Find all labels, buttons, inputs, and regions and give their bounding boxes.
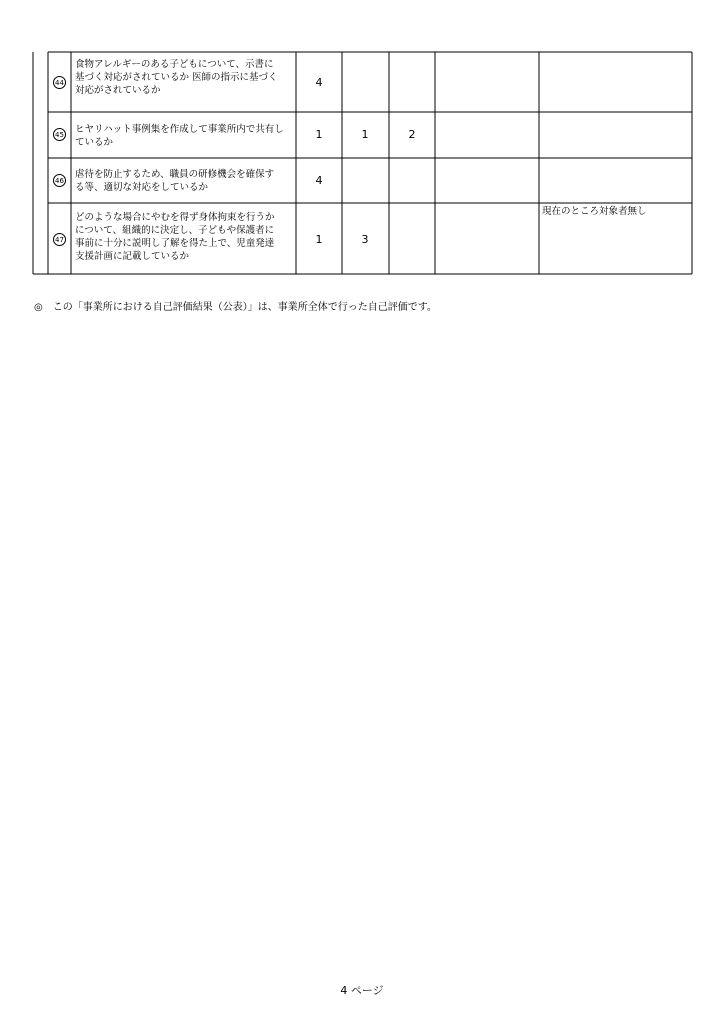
- question-line: ヒヤリハット事例集を作成して事業所内で共有し: [75, 124, 284, 135]
- question-line: について、組織的に決定し、子どもや保護者に: [75, 225, 275, 236]
- question-line: 食物アレルギーのある子どもについて、示書に: [75, 59, 274, 70]
- count-col2: 1: [361, 128, 369, 141]
- item-number-badge: 45: [53, 128, 66, 141]
- count-col1: 1: [315, 233, 323, 246]
- question-text: [75, 123, 295, 149]
- question-line: 支援計画に記載しているか: [75, 251, 190, 262]
- question-text: [75, 58, 295, 97]
- question-line: 虐待を防止するため、職員の研修機会を確保す: [75, 169, 275, 180]
- disclosure-note: ◎ この「事業所における自己評価結果（公表）」は、事業所全体で行った自己評価です。: [34, 302, 437, 313]
- question-line: 基づく対応がされているか 医師の指示に基づく: [75, 72, 278, 83]
- question-line: 対応がされているか: [75, 85, 161, 96]
- page-number: 4 ページ: [340, 984, 384, 997]
- item-number-badge: 46: [53, 174, 66, 187]
- comment: 現在のところ対象者無し: [542, 206, 647, 217]
- item-number-badge: 47: [53, 233, 66, 246]
- question-line: る等、適切な対応をしているか: [75, 182, 209, 193]
- question-line: 事前に十分に説明し了解を得た上で、児童発達: [75, 238, 275, 249]
- question-line: ているか: [75, 137, 114, 148]
- count-col1: 1: [315, 128, 323, 141]
- question-text: [75, 211, 295, 263]
- count-col1: 4: [315, 76, 323, 89]
- question-text: [75, 168, 295, 194]
- question-line: どのような場合にやむを得ず身体拘束を行うか: [75, 212, 275, 223]
- count-col1: 4: [315, 174, 323, 187]
- item-number-badge: 44: [53, 76, 66, 89]
- count-col2: 3: [361, 233, 369, 246]
- count-col3: 2: [408, 128, 416, 141]
